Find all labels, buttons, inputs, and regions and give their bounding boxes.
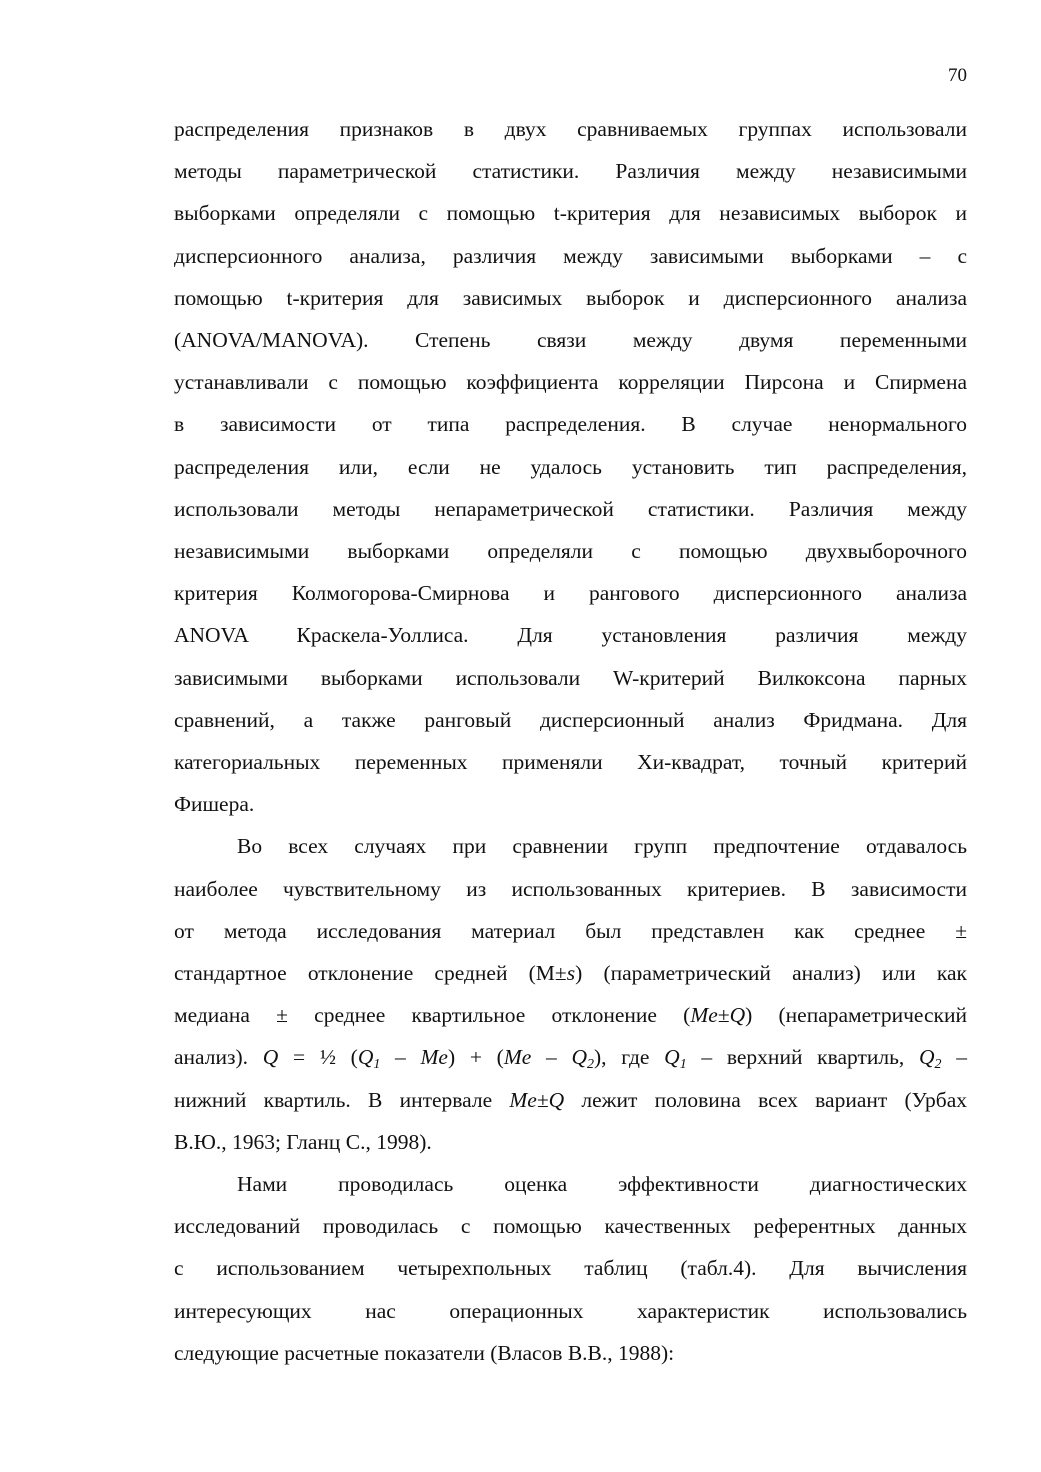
formula-subscript: 1 — [679, 1057, 687, 1073]
text-line: ANOVA Краскела-Уоллиса. Для установления различия между — [174, 623, 967, 648]
text-fragment: – — [380, 1045, 421, 1070]
text-fragment: анализ). — [174, 1045, 263, 1070]
text-fragment: = ½ ( — [278, 1045, 358, 1070]
text-line: Фишера. — [174, 792, 255, 817]
text-line — [174, 994, 967, 1036]
text-line: категориальных переменных применяли Хи-квадрат, точный критерий — [174, 750, 967, 775]
text-fragment: – — [941, 1045, 967, 1070]
formula-q: Q — [262, 1045, 279, 1070]
formula-subscript: 2 — [586, 1057, 594, 1073]
text-fragment: – верхний квартиль, — [686, 1045, 919, 1070]
text-line: Нами проводилась оценка эффективности диагностических — [237, 1172, 967, 1197]
paragraph-diagnostic-evaluation — [174, 1163, 967, 1374]
text-line: наиболее чувствительному из использованных критериев. В зависимости — [174, 876, 967, 901]
formula-line — [174, 1036, 967, 1078]
text-line: В.Ю., 1963; Гланц С., 1998). — [174, 1129, 432, 1154]
text-line: помощью t-критерия для зависимых выборок и дисперсионного анализа — [174, 285, 967, 310]
body-text — [174, 108, 967, 1374]
text-line: методы параметрической статистики. Различия между независимыми — [174, 159, 967, 184]
text-line: от метода исследования материал был представлен как среднее ± — [174, 918, 967, 943]
text-fragment: ) (параметрический анализ) или как — [575, 961, 967, 986]
text-line: использовали методы непараметрической статистики. Различия между — [174, 496, 967, 521]
text-line: с использованием четырехпольных таблиц (табл.4). Для вычисления — [174, 1256, 967, 1281]
text-line: сравнений, а также ранговый дисперсионный анализ Фридмана. Для — [174, 707, 967, 732]
text-line: исследований проводилась с помощью качественных референтных данных — [174, 1214, 967, 1239]
text-line — [174, 952, 967, 994]
text-fragment: ) (непараметрический — [745, 1003, 967, 1028]
text-line: распределения или, если не удалось установить тип распределения, — [174, 454, 967, 479]
formula-me-q: Me±Q — [509, 1087, 565, 1112]
text-line: (ANOVA/MANOVA). Степень связи между двумя переменными — [174, 328, 967, 353]
text-fragment: лежит половина всех вариант (Урбах — [564, 1087, 967, 1112]
text-line: Во всех случаях при сравнении групп предпочтение отдавалось — [237, 834, 967, 859]
text-line: выборками определяли с помощью t-критерия для независимых выборок и — [174, 201, 967, 226]
text-line — [174, 1079, 967, 1121]
text-line: дисперсионного анализа, различия между зависимыми выборками – с — [174, 243, 967, 268]
formula-q1: Q — [357, 1045, 374, 1070]
formula-me: Me — [420, 1045, 448, 1070]
text-fragment: стандартное отклонение средней (M± — [174, 961, 567, 986]
text-fragment: ), где — [593, 1045, 665, 1070]
text-line: зависимыми выборками использовали W-критерий Вилкоксона парных — [174, 665, 967, 690]
text-fragment: ) + ( — [447, 1045, 504, 1070]
text-line: устанавливали с помощью коэффициента корреляции Пирсона и Спирмена — [174, 370, 967, 395]
text-line: в зависимости от типа распределения. В случае ненормального — [174, 412, 967, 437]
formula-subscript: 2 — [934, 1057, 942, 1073]
formula-q2: Q — [919, 1045, 935, 1070]
formula-q2: Q — [571, 1045, 587, 1070]
text-line: распределения признаков в двух сравниваемых группах использовали — [174, 117, 967, 141]
formula-me: Me — [503, 1045, 532, 1070]
page-number: 70 — [948, 65, 967, 86]
formula-me-q: Me±Q — [690, 1003, 746, 1028]
paragraph-statistical-methods — [174, 108, 967, 825]
text-fragment: – — [531, 1045, 572, 1070]
text-line: интересующих нас операционных характеристик использовались — [174, 1298, 967, 1323]
text-fragment: нижний квартиль. В интервале — [174, 1087, 510, 1112]
text-line: следующие расчетные показатели (Власов В.В., 1988): — [174, 1340, 675, 1365]
text-line: критерия Колмогорова-Смирнова и рангового дисперсионного анализа — [174, 581, 967, 606]
formula-q1: Q — [664, 1045, 680, 1070]
paragraph-data-presentation — [174, 825, 967, 1163]
formula-subscript: 1 — [373, 1057, 381, 1073]
formula-symbol-s: s — [566, 961, 576, 986]
text-line: независимыми выборками определяли с помощью двухвыборочного — [174, 539, 967, 564]
text-fragment: медиана ± среднее квартильное отклонение ( — [174, 1003, 691, 1028]
